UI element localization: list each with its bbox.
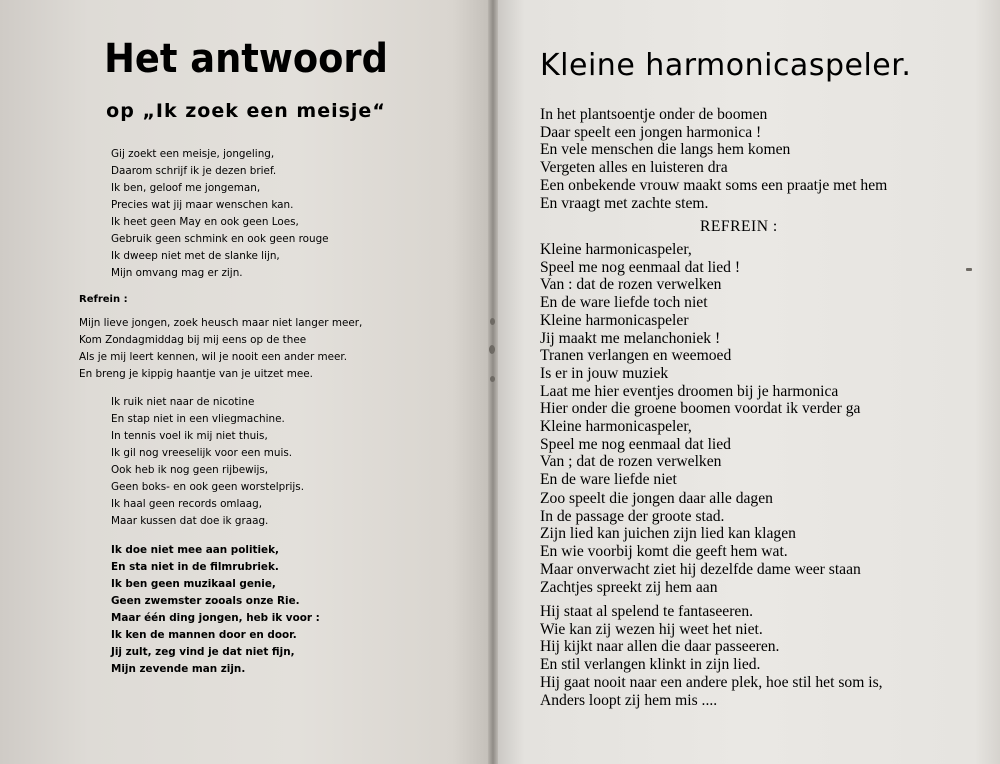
verse-line: Geen boks- en ook geen worstelprijs.	[111, 481, 304, 493]
verse-line: Zijn lied kan juichen zijn lied kan klagen	[540, 525, 796, 543]
refrein-line: Mijn lieve jongen, zoek heusch maar niet langer meer,	[79, 317, 363, 329]
refrein-line: Laat me hier eventjes droomen bij je harmonica	[540, 382, 839, 400]
refrein-line: Kom Zondagmiddag bij mij eens op de thee	[79, 334, 307, 346]
verse-line: Mijn zevende man zijn.	[111, 663, 246, 675]
verse-line: Ik ben, geloof me jongeman,	[111, 182, 261, 194]
print-mark	[966, 268, 972, 271]
verse-line: Ik haal geen records omlaag,	[111, 498, 263, 510]
verse-line: Een onbekende vrouw maakt soms een praatje met hem	[540, 176, 888, 194]
verse-line: In de passage der groote stad.	[540, 507, 725, 525]
verse-line: Ik doe niet mee aan politiek,	[111, 544, 279, 556]
right-verse-2	[540, 490, 861, 596]
verse-line: In het plantsoentje onder de boomen	[540, 106, 768, 123]
left-refrein-label: Refrein :	[79, 294, 128, 305]
verse-line: Ik ben geen muzikaal genie,	[111, 578, 276, 590]
refrein-line: Hier onder die groene boomen voordat ik verder ga	[540, 400, 861, 418]
verse-line: En sta niet in de filmrubriek.	[111, 561, 279, 573]
refrein-line: Als je mij leert kennen, wil je nooit een ander meer.	[79, 351, 348, 363]
left-verse-1	[111, 146, 329, 282]
verse-line: Maar kussen dat doe ik graag.	[111, 515, 269, 527]
verse-line: In tennis voel ik mij niet thuis,	[111, 430, 268, 442]
verse-line: Hij kijkt naar allen die daar passeeren.	[540, 638, 780, 656]
verse-line: Anders loopt zij hem mis ....	[540, 691, 718, 709]
verse-line: Hij staat al spelend te fantaseeren.	[540, 603, 754, 620]
right-verse-1	[540, 106, 887, 212]
verse-line: Zachtjes spreekt zij hem aan	[540, 578, 718, 596]
right-refrein	[540, 241, 860, 489]
verse-line: Ik dweep niet met de slanke lijn,	[111, 250, 280, 262]
verse-line: Ik heet geen May en ook geen Loes,	[111, 216, 299, 228]
verse-line: Ik ruik niet naar de nicotine	[111, 396, 255, 408]
verse-line: Jij zult, zeg vind je dat niet fijn,	[111, 646, 295, 658]
verse-line: Ook heb ik nog geen rijbewijs,	[111, 464, 269, 476]
verse-line: Wie kan zij wezen hij weet het niet.	[540, 620, 763, 638]
verse-line: Daar speelt een jongen harmonica !	[540, 123, 762, 141]
right-refrein-label: REFREIN :	[700, 218, 778, 235]
refrein-line: En de ware liefde toch niet	[540, 294, 708, 312]
verse-line: Daarom schrijf ik je dezen brief.	[111, 165, 277, 177]
right-verse-3	[540, 603, 883, 709]
left-verse-2	[111, 394, 304, 530]
refrein-line: Speel me nog eenmaal dat lied	[540, 435, 731, 453]
refrein-line: Is er in jouw muziek	[540, 364, 669, 382]
staple-mark	[490, 318, 495, 325]
refrein-line: Van : dat de rozen verwelken	[540, 276, 722, 294]
verse-line: En stap niet in een vliegmachine.	[111, 413, 285, 425]
verse-line: Ik ken de mannen door en door.	[111, 629, 297, 641]
left-title: Het antwoord	[104, 36, 388, 82]
refrein-line: En de ware liefde niet	[540, 471, 677, 489]
verse-line: En stil verlangen klinkt in zijn lied.	[540, 656, 761, 674]
refrein-line: Jij maakt me melanchoniek !	[540, 329, 721, 347]
verse-line: En wie voorbij komt die geeft hem wat.	[540, 543, 788, 561]
verse-line: En vele menschen die langs hem komen	[540, 141, 791, 159]
verse-line: En vraagt met zachte stem.	[540, 194, 709, 212]
refrein-line: Kleine harmonicaspeler,	[540, 418, 692, 436]
verse-line: Maar één ding jongen, heb ik voor :	[111, 612, 320, 624]
verse-line: Precies wat jij maar wenschen kan.	[111, 199, 294, 211]
verse-line: Ik gil nog vreeselijk voor een muis.	[111, 447, 293, 459]
refrein-line: Speel me nog eenmaal dat lied !	[540, 258, 741, 276]
verse-line: Maar onverwacht ziet hij dezelfde dame weer staan	[540, 560, 861, 578]
refrein-line: Tranen verlangen en weemoed	[540, 347, 732, 365]
verse-line: Mijn omvang mag er zijn.	[111, 267, 243, 279]
verse-line: Zoo speelt die jongen daar alle dagen	[540, 490, 773, 507]
right-title: Kleine harmonicaspeler.	[540, 48, 912, 83]
staple-mark	[490, 376, 495, 382]
refrein-line: Kleine harmonicaspeler	[540, 311, 689, 329]
left-refrein	[79, 315, 362, 383]
verse-line: Vergeten alles en luisteren dra	[540, 159, 728, 177]
staple-mark	[489, 345, 495, 354]
refrein-line: Van ; dat de rozen verwelken	[540, 453, 722, 471]
verse-line: Gij zoekt een meisje, jongeling,	[111, 148, 275, 160]
verse-line: Gebruik geen schmink en ook geen rouge	[111, 233, 329, 245]
verse-line: Hij gaat nooit naar een andere plek, hoe stil het som is,	[540, 673, 883, 691]
left-subtitle: op „Ik zoek een meisje“	[106, 100, 386, 122]
verse-line: Geen zwemster zooals onze Rie.	[111, 595, 300, 607]
refrein-line: En breng je kippig haantje van je uitzet mee.	[79, 368, 313, 380]
refrein-line: Kleine harmonicaspeler,	[540, 241, 692, 258]
left-verse-3	[111, 542, 320, 678]
